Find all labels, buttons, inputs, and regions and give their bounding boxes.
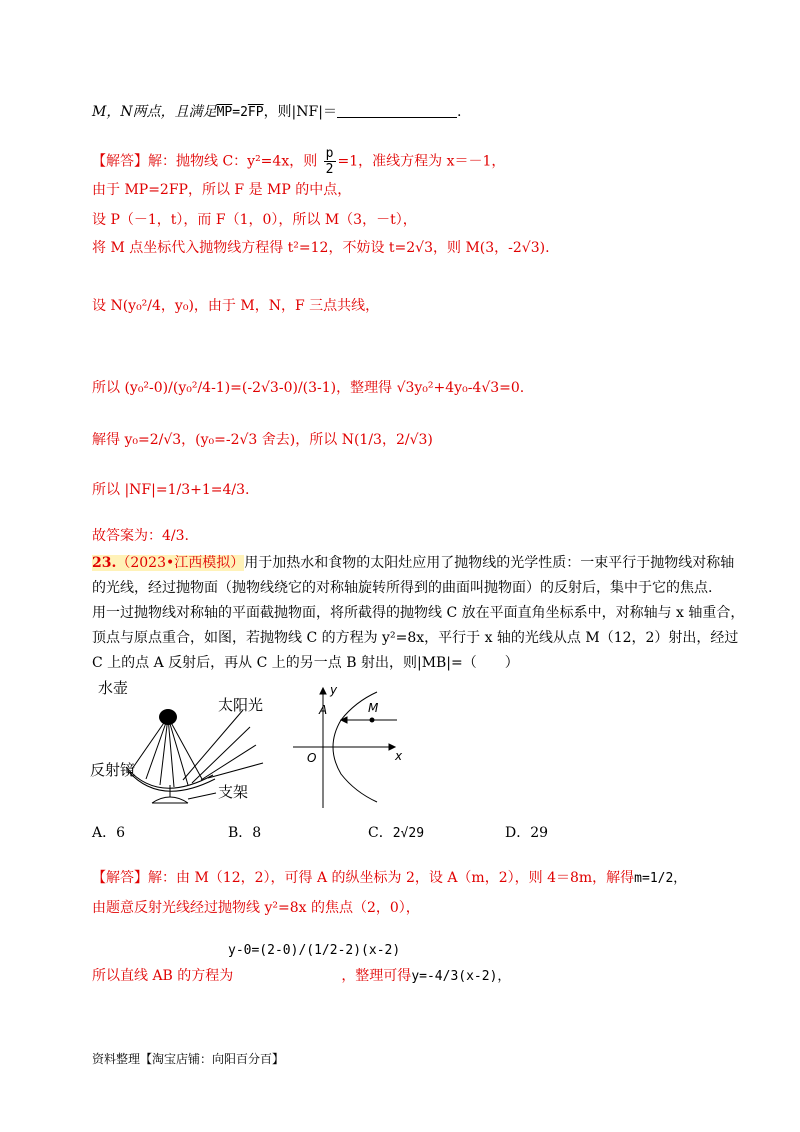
vector-mp: $\overline{MP}$ [216,105,233,120]
answer-blank [337,105,457,118]
sol2-l1-text: 【解答】解：由 M（12，2），可得 A 的纵坐标为 2，设 A（m，2），则 4＝8m，解得 [92,870,635,886]
sol1-line7: 解得 y₀=2/√3，(y₀=-2√3 舍去)，所以 N(1/3，2/√3) [92,432,433,448]
q23-source: （2023•江西模拟） [116,555,245,571]
sol2-l3c-text: ，整理可得 [341,968,412,984]
sol1-line4: 将 M 点坐标代入抛物线方程得 t²=12，不妨设 t=2√3，则 M(3，-2√3). [92,240,550,256]
point-m [370,718,375,723]
sol1-line2: 由于 MP=2FP，所以 F 是 MP 的中点， [92,182,352,198]
y-label: y [330,683,338,697]
q23-line2: 的光线，经过抛物面（抛物线绕它的对称轴旋转所得到的曲面叫抛物面）的反射后，集中于它的焦点. [92,580,713,596]
choice-c-value: 2√29 [392,826,425,841]
p-over-2-frac: $\frac{p}{2}$ [325,146,334,177]
q23-text-1: 用于加热水和食物的太阳灶应用了抛物线的光学性质：一束平行于抛物线对称轴 [244,555,735,571]
sol1-line9: 故答案为：4/3. [92,528,189,544]
point-m-label: M [368,701,379,715]
q23-line4: 顶点与原点重合，如图，若抛物线 C 的方程为 y²=8x，平行于 x 轴的光线从点 M（12，2）射出，经过 [92,630,739,646]
point-a-label: A [319,703,328,717]
sol2-m-value: m=1/2， [634,871,687,886]
sol2-line1 [92,868,686,889]
sol2-l3-text: 所以直线 AB 的方程为 [92,968,234,984]
q22-text-prefix: M，N两点，且满足 [92,104,217,120]
sunlight-label: 太阳光 [218,696,264,714]
solar-cooker-figure [88,675,288,810]
sunray [183,710,243,780]
q22-end: . [456,104,462,120]
q23-line1 [92,553,734,573]
q23-line3: 用一过抛物线对称轴的平面截抛物面，将所截得的抛物线 C 放在平面直角坐标系中，对称轴与 x 轴重合， [92,605,745,621]
sol1-l1-text: 【解答】解：抛物线 C：y²=4x，则 [92,153,318,170]
sol2-result: y=-4/3(x-2)， [411,969,511,984]
footer-note: 资料整理【淘宝店铺：向阳百分百】 [92,1052,285,1066]
q22-text-suffix: ，则|NF|＝ [263,104,337,120]
choice-c[interactable] [368,822,424,842]
mirror-label: 反射镜 [90,761,136,779]
line-ab-equation: y-0=(2-0)/(1/2-2)(x-2) [228,943,401,958]
q23-line5: C 上的点 A 反射后，再从 C 上的另一点 B 射出，则|MB|=（ ） [92,655,519,671]
line-ab-formula [228,940,400,961]
question-22-tail [92,102,461,123]
origin-label: O [307,751,317,765]
q22-eq: =2 [232,105,248,120]
choice-c-label: C． [368,825,393,841]
sol2-line3 [92,966,510,987]
vector-fp: $\overline{FP}$ [247,105,264,120]
sol1-line5: 设 N(y₀²/4，y₀)，由于 M，N，F 三点共线， [92,298,380,314]
sol1-line3: 设 P（－1，t），而 F（1，0），所以 M（3，－t）， [92,212,417,228]
stand-label: 支架 [218,783,249,801]
q23-number: 23. [92,555,117,571]
x-label: x [395,749,403,763]
sol1-line6: 所以 (y₀²-0)/(y₀²/4-1)=(-2√3-0)/(3-1)，整理得 √3y₀²+4y₀-4√3=0. [92,380,525,396]
sol1-l1b-text: =1，准线方程为 x＝－1， [337,153,506,170]
choice-b[interactable]: B．8 [228,825,262,841]
choice-a[interactable]: A．6 [92,825,126,841]
parabola-figure [285,680,415,810]
sol1-line1 [92,146,505,177]
sol1-line8: 所以 |NF|=1/3+1=4/3. [92,482,250,498]
kettle-icon [159,709,177,725]
kettle-label: 水壶 [98,679,129,697]
sol2-line2: 由题意反射光线经过抛物线 y²=8x 的焦点（2，0）， [92,900,420,916]
choice-d[interactable]: D．29 [505,825,549,841]
